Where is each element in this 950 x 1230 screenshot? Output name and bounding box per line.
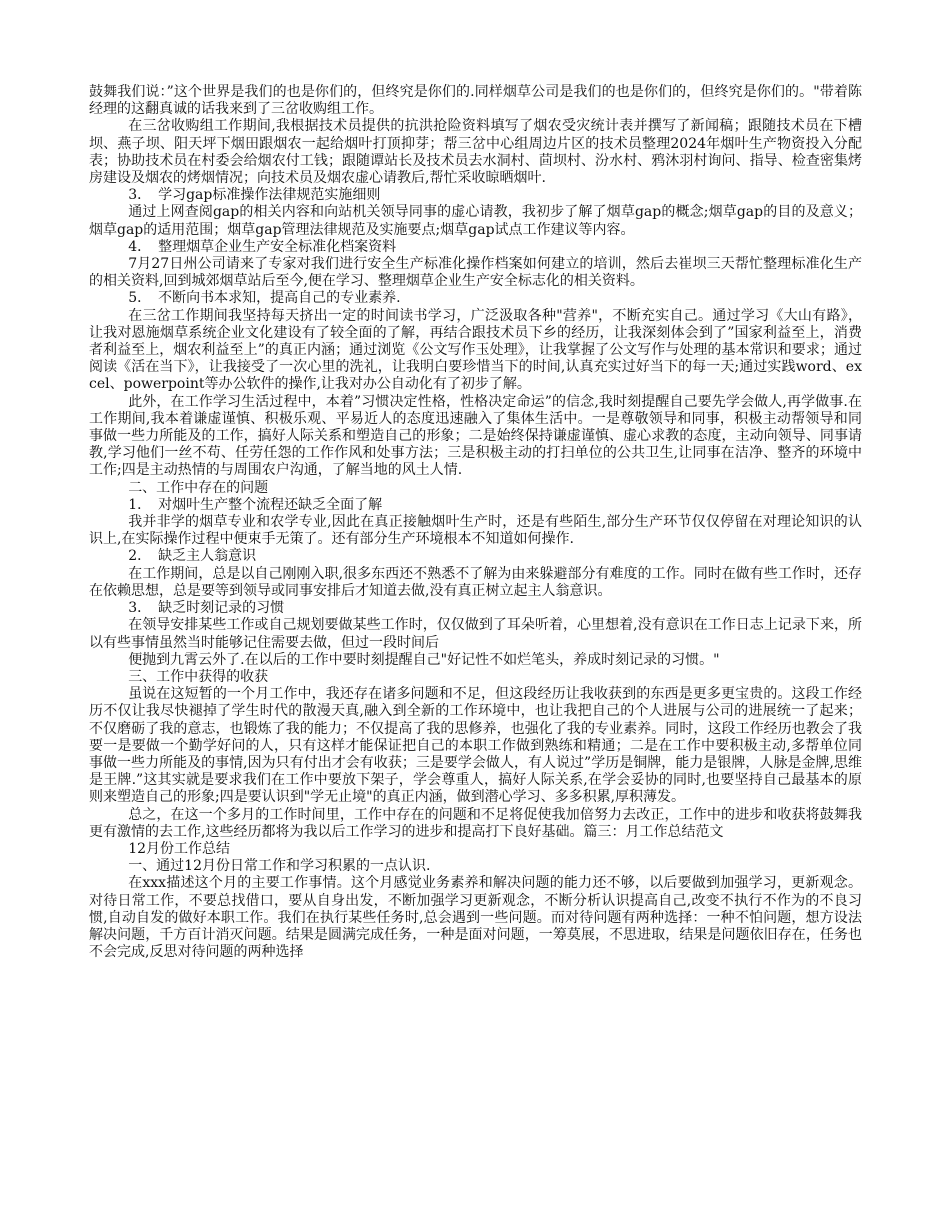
section-heading: 5． 不断向书本求知，提高自己的专业素养. xyxy=(128,290,401,307)
paragraph: 总之，在这一个多月的工作时间里，工作中存在的问题和不足将促使我加倍努力去改正，工作中的进步和收获将鼓舞我更有激情的去工作,这些经历都将为我以后工作学习的进步和提高打下良好基础。篇三：月工作总结范文 xyxy=(89,806,862,840)
paragraph: 虽说在这短暂的一个月工作中，我还存在诸多问题和不足，但这段经历让我收获到的东西是更多更宝贵的。这段工作经历不仅让我尽快褪掉了学生时代的散漫天真,融入到全新的工作环境中，也让我把自己的个人进展与公司的进展统一了起来；不仅磨砺了我的意志，也锻炼了我的能力；不仅提高了我的思修养，也强化了我的专业素养。同时，这段工作经历也教会了我要一是要做一个勤学好问的人，只有这样才能保证把自己的本职工作做到熟练和精通；二是在工作中要积极主动,多帮单位同事做一些力所能及的事情,因为只有付出才会有收获；三是要学会做人，有人说过”学历是铜牌，能力是银牌，人脉是金牌,思维是王牌.”这其实就是要求我们在工作中要放下架子，学会尊重人，搞好人际关系,在学会妥协的同时,也要坚持自己最基本的原则来塑造自己的形象;四是要认识到"学无止境"的真正内涵，做到潜心学习、多多积累,厚积薄发。 xyxy=(89,686,862,806)
paragraph: 便抛到九霄云外了.在以后的工作中要时刻提醒自己"好记性不如烂笔头，养成时刻记录的习惯。" xyxy=(128,651,720,668)
section-heading: 二、工作中存在的问题 xyxy=(128,479,269,496)
section-heading: 3． 学习gap标准操作法律规范实施细则 xyxy=(128,187,381,204)
paragraph: 我并非学的烟草专业和农学专业,因此在真正接触烟叶生产时，还是有些陌生,部分生产环节仅仅停留在对理论知识的认识上,在实际操作过程中便束手无策了。还有部分生产环境根本不知道如何操作. xyxy=(89,514,862,548)
section-heading: 12月份工作总结 xyxy=(128,840,231,857)
paragraph: 此外，在工作学习生活过程中，本着”习惯决定性格，性格决定命运”的信念,我时刻提醒自己要先学会做人,再学做事.在工作期间,我本着谦虚谨慎、积极乐观、平易近人的态度迅速融入了集体生活中。一是尊敬领导和同事，积极主动帮领导和同事做一些力所能及的工作，搞好人际关系和塑造自己的形象；二是始终保持谦虚谨慎、虚心求教的态度，主动向领导、同事请教,学习他们一丝不苟、任劳任怨的工作作风和处事方法；三是积极主动的打扫单位的公共卫生,让同事在洁净、整齐的环境中工作;四是主动热情的与周围农户沟通，了解当地的风土人情. xyxy=(89,393,862,479)
paragraph: 7月27日州公司请来了专家对我们进行安全生产标准化操作档案如何建立的培训，然后去崔坝三天帮忙整理标准化生产的相关资料,回到城郊烟草站后至今,便在学习、整理烟草企业生产安全标志化的相关资料。 xyxy=(89,256,862,290)
paragraph: 在工作期间，总是以自己刚刚入职,很多东西还不熟悉不了解为由来躲避部分有难度的工作。同时在做有些工作时，还存在依赖思想，总是要等到领导或同事安排后才知道去做,没有真正树立起主人翁意识。 xyxy=(89,565,862,599)
paragraph: 通过上网查阅gap的相关内容和向站机关领导同事的虚心请教，我初步了解了烟草gap的概念;烟草gap的目的及意义；烟草gap的适用范围；烟草gap管理法律规范及实施要点;烟草gap试点工作建议等内容。 xyxy=(89,204,862,238)
paragraph: 在xxx描述这个月的主要工作事情。这个月感觉业务素养和解决问题的能力还不够，以后要做到加强学习，更新观念。对待日常工作，不要总找借口，要从自身出发，不断加强学习更新观念，不断分析认识提高自己,改变不执行不作为的不良习惯,自动自发的做好本职工作。我们在执行某些任务时,总会遇到一些问题。而对待问题有两种选择：一种不怕问题，想方设法解决问题，千方百计消灭问题。结果是圆满完成任务，一种是面对问题，一筹莫展，不思进取，结果是问题依旧存在，任务也不会完成,反思对待问题的两种选择 xyxy=(89,875,862,961)
section-heading: 3． 缺乏时刻记录的习惯 xyxy=(128,600,285,617)
section-heading: 2． 缺乏主人翁意识 xyxy=(128,548,257,565)
paragraph: 鼓舞我们说：”这个世界是我们的也是你们的，但终究是你们的.同样烟草公司是我们的也是你们的，但终究是你们的。"带着陈经理的这翻真诚的话我来到了三岔收购组工作。 xyxy=(89,84,862,118)
section-heading: 三、工作中获得的收获 xyxy=(128,668,269,685)
section-heading: 一、通过12月份日常工作和学习积累的一点认识. xyxy=(128,858,431,875)
section-heading: 4． 整理烟草企业生产安全标准化档案资料 xyxy=(128,238,397,255)
paragraph: 在三岔收购组工作期间,我根据技术员提供的抗洪抢险资料填写了烟农受灾统计表并撰写了新闻稿；跟随技术员在下槽坝、燕子坝、阳天坪下烟田跟烟农一起给烟叶打顶抑芽；帮三岔中心组周边片区的技术员整理2024年烟叶生产物资投入分配表；协助技术员在村委会给烟农付工钱；跟随谭站长及技术员去水洞村、茴坝村、汾水村、鸦沐羽村询问、指导、检查密集烤房建设及烟农的烤烟情况；向技术员及烟农虚心请教后,帮忙采收晾晒烟叶. xyxy=(89,118,862,187)
section-heading: 1． 对烟叶生产整个流程还缺乏全面了解 xyxy=(128,496,383,513)
paragraph: 在三岔工作期间我坚持每天挤出一定的时间读书学习，广泛汲取各种"营养"，不断充实自己。通过学习《大山有路》，让我对恩施烟草系统企业文化建设有了较全面的了解，再结合跟技术员下乡的经历，让我深刻体会到了”国家利益至上，消费者利益至上，烟农利益至上”的真正内涵；通过浏览《公文写作玉处理》，让我掌握了公文写作与处理的基本常识和要求；通过阅读《活在当下》，让我接受了一次心里的洗礼，让我明白要珍惜当下的时间,认真充实过好当下的每一天;通过实践word、excel、powerpoint等办公软件的操作,让我对办公自动化有了初步了解。 xyxy=(89,307,862,393)
paragraph: 在领导安排某些工作或自己规划要做某些工作时，仅仅做到了耳朵听着，心里想着,没有意识在工作日志上记录下来，所以有些事情虽然当时能够记住需要去做，但过一段时间后 xyxy=(89,617,862,651)
